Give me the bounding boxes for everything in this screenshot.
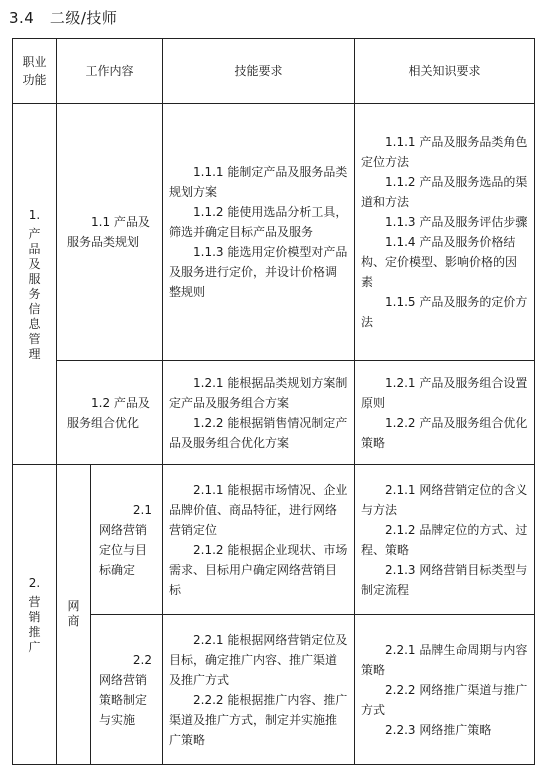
skill-item: 2.1.1 能根据市场情况、企业品牌价值、商品特征，进行网络营销定位 [169, 482, 348, 537]
function-number: 2. [28, 575, 41, 590]
knowledge-item: 2.1.2 品牌定位的方式、过程、策略 [361, 522, 528, 557]
skill-item: 2.2.1 能根据网络营销定位及目标，确定推广内容、推广渠道及推广方式 [169, 632, 348, 687]
work-content-cell [57, 104, 163, 361]
knowledge-cell [355, 615, 535, 765]
function-name: 营销推广 [28, 594, 41, 654]
knowledge-item: 1.1.2 产品及服务选品的渠道和方法 [361, 175, 528, 209]
subfield-name: 网商 [67, 598, 80, 628]
skill-item: 2.1.2 能根据企业现状、市场需求、目标用户确定网络营销目标 [169, 542, 348, 597]
knowledge-item: 1.2.2 产品及服务组合优化策略 [361, 415, 528, 450]
skill-item: 2.2.2 能根据推广内容、推广渠道及推广方式，制定并实施推广策略 [169, 692, 348, 747]
header-skill-requirements: 技能要求 [163, 39, 355, 104]
header-knowledge-requirements: 相关知识要求 [355, 39, 535, 104]
work-content-text: 1.1 产品及服务品类规划 [67, 215, 150, 249]
skill-cell [163, 104, 355, 361]
header-work-content: 工作内容 [57, 39, 163, 104]
skill-standard-table [12, 38, 535, 765]
skill-item: 1.1.2 能使用选品分析工具，筛选并确定目标产品及服务 [169, 205, 348, 239]
work-content-cell [91, 615, 163, 765]
knowledge-item: 2.2.1 品牌生命周期与内容策略 [361, 642, 528, 677]
knowledge-item: 1.1.5 产品及服务的定价方法 [361, 295, 528, 329]
knowledge-cell [355, 361, 535, 465]
knowledge-item: 1.1.4 产品及服务价格结构、定价模型、影响价格的因素 [361, 235, 518, 289]
work-content-cell [57, 361, 163, 465]
function-cell-1 [13, 104, 57, 465]
work-content-number: 2.1 [132, 502, 153, 517]
knowledge-item: 2.1.1 网络营销定位的含义与方法 [361, 482, 528, 517]
knowledge-cell [355, 104, 535, 361]
function-cell-2 [13, 465, 57, 765]
work-content-text: 网络营销定位与目标确定 [99, 522, 148, 577]
header-row [13, 39, 535, 104]
table-row [13, 615, 535, 765]
skill-item: 1.2.1 能根据品类规划方案制定产品及服务组合方案 [169, 375, 348, 410]
work-content-text: 1.2 产品及服务组合优化 [67, 395, 150, 430]
knowledge-item: 1.2.1 产品及服务组合设置原则 [361, 375, 528, 410]
knowledge-item: 2.2.2 网络推广渠道与推广方式 [361, 682, 528, 717]
table-row [13, 361, 535, 465]
work-content-cell [91, 465, 163, 615]
skill-cell [163, 361, 355, 465]
function-name: 产品及服务信息管理 [28, 226, 41, 361]
knowledge-item: 1.1.1 产品及服务品类角色定位方法 [361, 135, 528, 169]
table-row [13, 104, 535, 361]
header-function: 职业功能 [13, 39, 57, 104]
work-content-text: 网络营销策略制定与实施 [99, 672, 148, 727]
skill-item: 1.2.2 能根据销售情况制定产品及服务组合优化方案 [169, 415, 348, 450]
function-number: 1. [28, 207, 41, 222]
skill-cell [163, 465, 355, 615]
table-row [13, 465, 535, 615]
skill-item: 1.1.3 能选用定价模型对产品及服务进行定价，并设计价格调整规则 [169, 245, 348, 299]
work-content-number: 2.2 [132, 652, 153, 667]
skill-item: 1.1.1 能制定产品及服务品类规划方案 [169, 165, 348, 199]
knowledge-cell [355, 465, 535, 615]
subfield-cell [57, 465, 91, 765]
skill-cell [163, 615, 355, 765]
section-title: 3.4 二级/技师 [9, 9, 118, 27]
knowledge-item: 2.1.3 网络营销目标类型与制定流程 [361, 562, 528, 597]
knowledge-item: 1.1.3 产品及服务评估步骤 [385, 215, 528, 229]
knowledge-item: 2.2.3 网络推广策略 [385, 722, 492, 737]
